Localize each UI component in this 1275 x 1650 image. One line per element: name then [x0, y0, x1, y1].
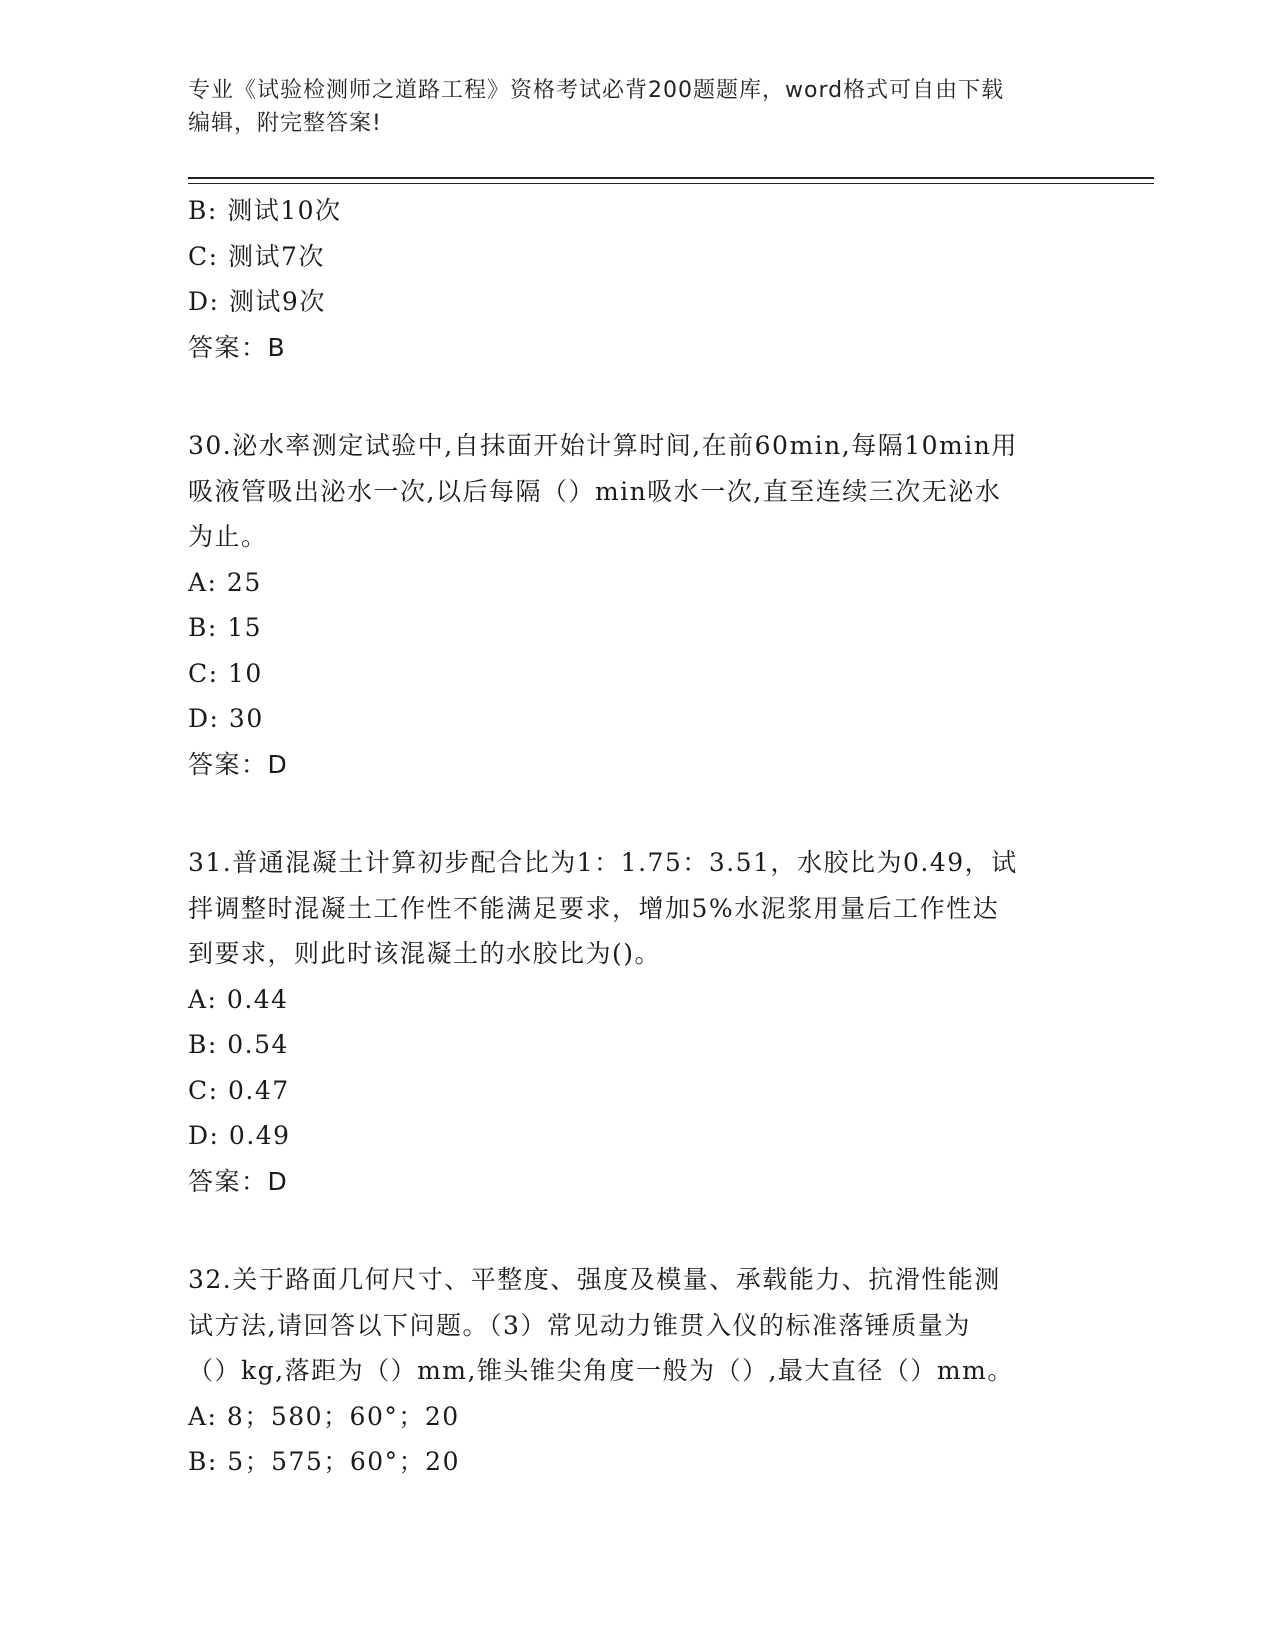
option-d: D: 测试9次 — [188, 287, 326, 316]
header-line-2: 编辑，附完整答案! — [188, 111, 382, 136]
question-text-line: 到要求，则此时该混凝土的水胶比为()。 — [188, 939, 662, 968]
question-text-line: 32.关于路面几何尺寸、平整度、强度及模量、承载能力、抗滑性能测 — [188, 1265, 1001, 1294]
answer-line: 答案：B — [188, 332, 287, 362]
header-divider-thin — [188, 183, 1154, 184]
option-a: A: 0.44 — [188, 984, 289, 1014]
question-31 — [188, 840, 1088, 1204]
question-text-line: 吸液管吸出泌水一次,以后每隔（）min吸水一次,直至连续三次无泌水 — [188, 476, 1002, 506]
option-c: C: 测试7次 — [188, 241, 325, 271]
question-text-line: 拌调整时混凝土工作性不能满足要求，增加5%水泥浆用量后工作性达 — [188, 893, 1000, 923]
question-text — [188, 840, 1088, 977]
question-text-line: 30.泌水率测定试验中,自抹面开始计算时间,在前60min,每隔10min用 — [188, 431, 1018, 460]
question-32 — [188, 1257, 1088, 1485]
option-a: A: 25 — [188, 567, 262, 597]
option-b: B: 0.54 — [188, 1030, 289, 1059]
header-divider-thick — [188, 177, 1154, 179]
answer-line: 答案：D — [188, 749, 289, 779]
option-a: A: 8；580；60°；20 — [188, 1401, 460, 1431]
answer-line: 答案：D — [188, 1166, 289, 1196]
question-text-line: （）kg,落距为（）mm,锥头锥尖角度一般为（）,最大直径（）mm。 — [188, 1356, 1014, 1385]
question-text-line: 为止。 — [188, 522, 268, 551]
question-text — [188, 423, 1088, 560]
option-c: C: 10 — [188, 658, 263, 688]
option-b: B: 测试10次 — [188, 196, 342, 225]
question-content — [188, 188, 1088, 1485]
option-c: C: 0.47 — [188, 1075, 290, 1105]
previous-question-block — [188, 188, 1088, 370]
question-text-line: 31.普通混凝土计算初步配合比为1：1.75：3.51，水胶比为0.49，试 — [188, 848, 1018, 877]
document-header — [188, 74, 1068, 140]
question-text-line: 试方法,请回答以下问题。（3）常见动力锥贯入仪的标准落锤质量为 — [188, 1310, 971, 1340]
option-b: B: 5；575；60°；20 — [188, 1447, 460, 1476]
header-line-1: 专业《试验检测师之道路工程》资格考试必背200题题库，word格式可自由下载 — [188, 78, 1005, 103]
option-d: D: 0.49 — [188, 1121, 291, 1150]
question-30 — [188, 423, 1088, 787]
option-b: B: 15 — [188, 613, 263, 642]
question-text — [188, 1257, 1088, 1394]
option-d: D: 30 — [188, 704, 264, 733]
